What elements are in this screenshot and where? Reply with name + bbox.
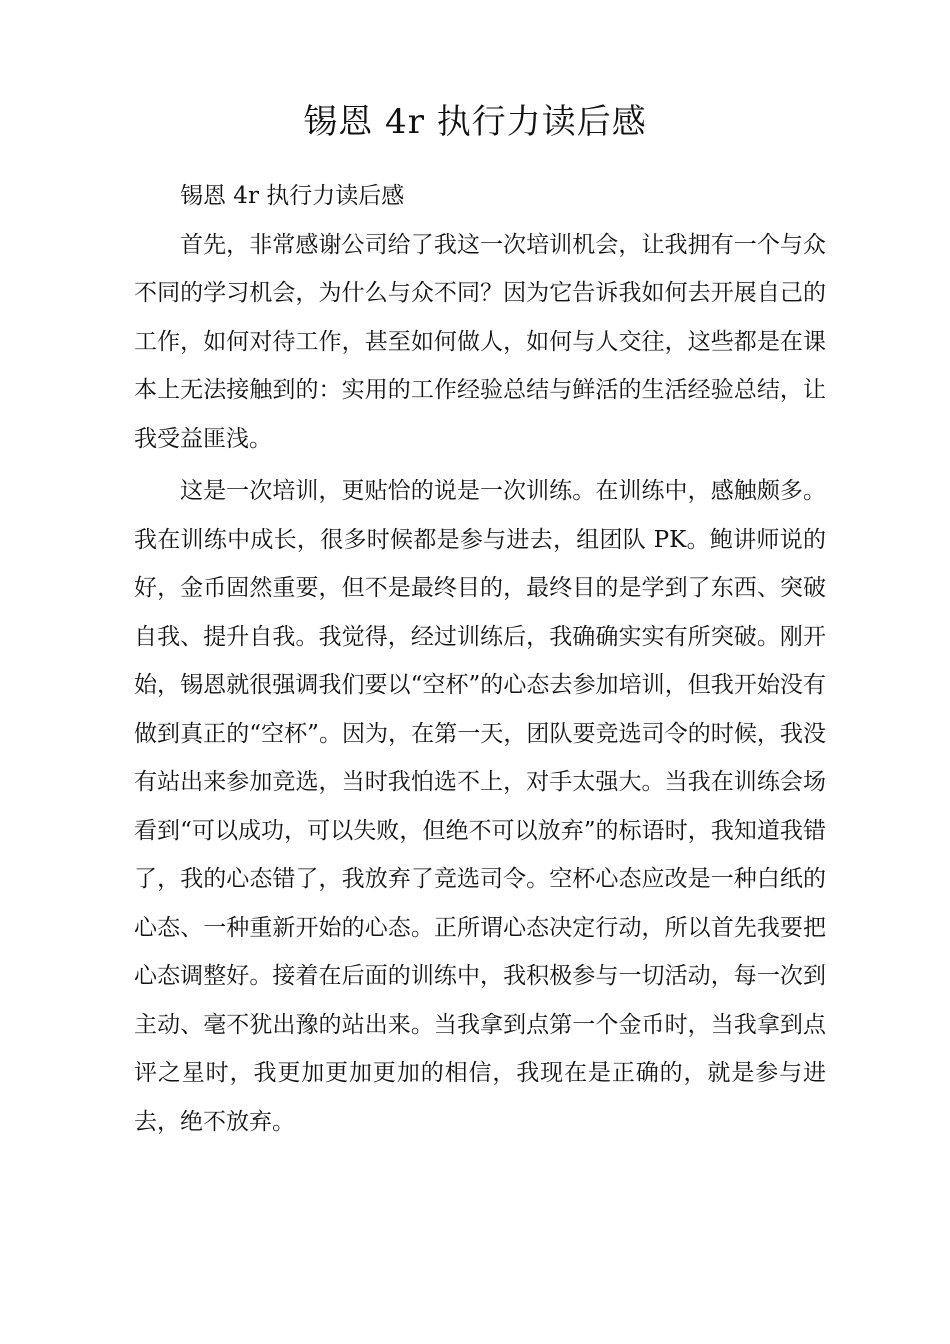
document-body xyxy=(134,172,826,1146)
document-title: 锡恩 4r 执行力读后感 xyxy=(303,102,647,142)
paragraph-1: 首先，非常感谢公司给了我这一次培训机会，让我拥有一个与众不同的学习机会，为什么与众不同？因为它告诉我如何去开展自己的工作，如何对待工作，甚至如何做人，如何与人交往，这些都是在课本上无法接触到的：实用的工作经验总结与鲜活的生活经验总结，让我受益匪浅。 xyxy=(134,231,826,452)
document-subtitle: 锡恩 4r 执行力读后感 xyxy=(180,183,405,209)
paragraph-2: 这是一次培训，更贴恰的说是一次训练。在训练中，感触颇多。我在训练中成长，很多时候都是参与进去，组团队 PK。鲍讲师说的好，金币固然重要，但不是最终目的，最终目的是学到了东西、突破自我、提升自我。我觉得，经过训练后，我确确实实有所突破。刚开始，锡恩就很强调我们要以“空杯”的心态去参加培训，但我开始没有做到真正的“空杯”。因为，在第一天，团队要竞选司令的时候，我没有站出来参加竞选，当时我怕选不上，对手太强大。当我在训练会场看到“可以成功，可以失败，但绝不可以放弃”的标语时，我知道我错了，我的心态错了，我放弃了竞选司令。空杯心态应改是一种白纸的心态、一种重新开始的心态。正所谓心态决定行动，所以首先我要把心态调整好。接着在后面的训练中，我积极参与一切活动，每一次到主动、毫不犹出豫的站出来。当我拿到点第一个金币时，当我拿到点评之星时，我更加更加更加的相信，我现在是正确的，就是参与进去，绝不放弃。 xyxy=(134,478,826,1135)
